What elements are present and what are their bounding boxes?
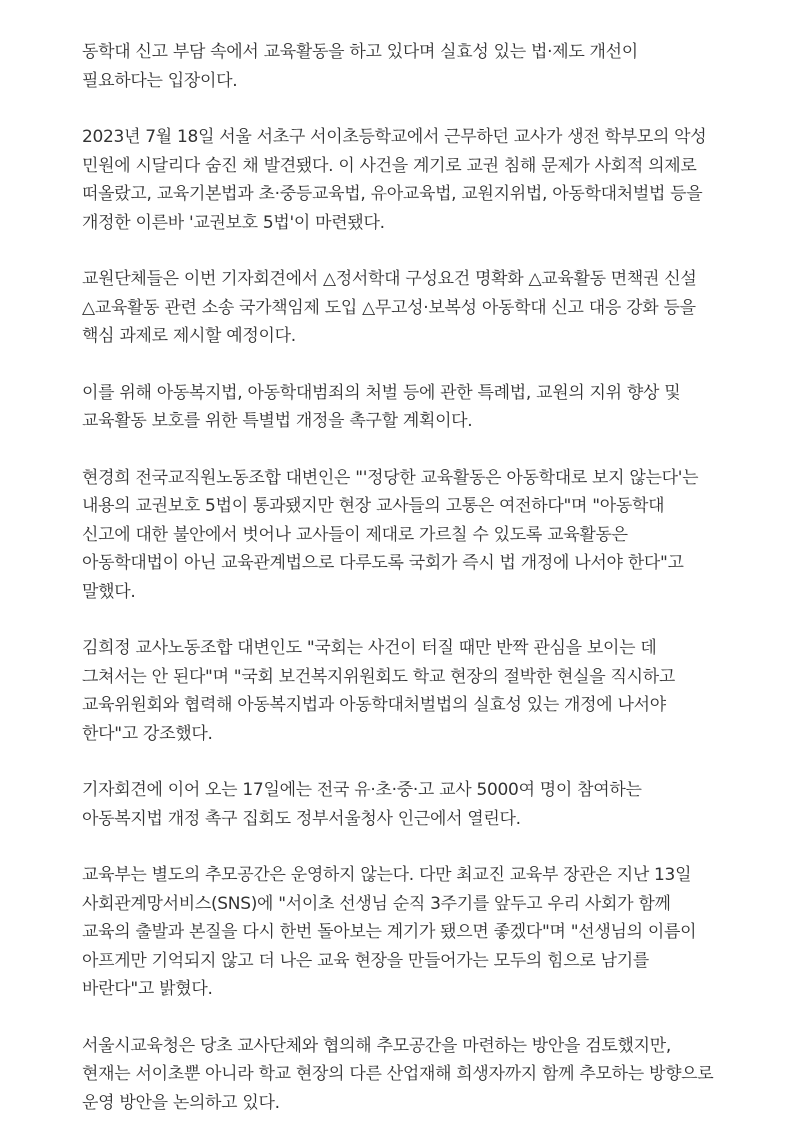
article-paragraph: 김희정 교사노동조합 대변인도 "국회는 사건이 터질 때만 반짝 관심을 보이는 데 그쳐서는 안 된다"며 "국회 보건복지위원회도 학교 현장의 절박한 현실을 직시하고 교육위원회와 협력해 아동복지법과 아동학대처벌법의 실효성 있는 개정에 나서야 한다"고 강조했다. — [82, 638, 675, 744]
article-paragraph: 교원단체들은 이번 기자회견에서 △정서학대 구성요건 명확화 △교육활동 면책권 신설 △교육활동 관련 소송 국가책임제 도입 △무고성·보복성 아동학대 신고 대응 강화 등을 핵심 과제로 제시할 예정이다. — [82, 269, 697, 346]
article-paragraph: 동학대 신고 부담 속에서 교육활동을 하고 있다며 실효성 있는 법·제도 개선이 필요하다는 입장이다. — [82, 42, 638, 91]
article-paragraph: 현경희 전국교직원노동조합 대변인은 "'정당한 교육활동은 아동학대로 보지 않는다'는 내용의 교권보호 5법이 통과됐지만 현장 교사들의 고통은 여전하다"며 "아동학대 신고에 대한 불안에서 벗어나 교사들이 제대로 가르칠 수 있도록 교육활동은 아동학대법이 아닌 교육관계법으로 다루도록 국회가 즉시 법 개정에 나서야 한다"고 말했다. — [82, 467, 699, 602]
article-paragraph: 이를 위해 아동복지법, 아동학대범죄의 처벌 등에 관한 특례법, 교원의 지위 향상 및 교육활동 보호를 위한 특별법 개정을 촉구할 계획이다. — [82, 382, 681, 431]
article-paragraph: 교육부는 별도의 추모공간은 운영하지 않는다. 다만 최교진 교육부 장관은 지난 13일 사회관계망서비스(SNS)에 "서이초 선생님 순직 3주기를 앞두고 우리 사회가 함께 교육의 출발과 본질을 다시 한번 돌아보는 계기가 됐으면 좋겠다"며 "선생님의 이름이 아프게만 기억되지 않고 더 나은 교육 현장을 만들어가는 모두의 힘으로 남기를 바란다"고 밝혔다. — [82, 865, 697, 999]
article-paragraph: 서울시교육청은 당초 교사단체와 협의해 추모공간을 마련하는 방안을 검토했지만, 현재는 서이초뿐 아니라 학교 현장의 다른 산업재해 희생자까지 함께 추모하는 방향으로 운영 방안을 논의하고 있다. — [82, 1035, 714, 1113]
article-paragraph: 2023년 7월 18일 서울 서초구 서이초등학교에서 근무하던 교사가 생전 학부모의 악성 민원에 시달리다 숨진 채 발견됐다. 이 사건을 계기로 교권 침해 문제가 사회적 의제로 떠올랐고, 교육기본법과 초·중등교육법, 유아교육법, 교원지위법, 아동학대처벌법 등을 개정한 이른바 '교권보호 5법'이 마련됐다. — [82, 127, 707, 233]
article-body — [82, 38, 714, 1145]
article-paragraph: 기자회견에 이어 오는 17일에는 전국 유·초·중·고 교사 5000여 명이 참여하는 아동복지법 개정 촉구 집회도 정부서울청사 인근에서 열린다. — [82, 780, 642, 829]
